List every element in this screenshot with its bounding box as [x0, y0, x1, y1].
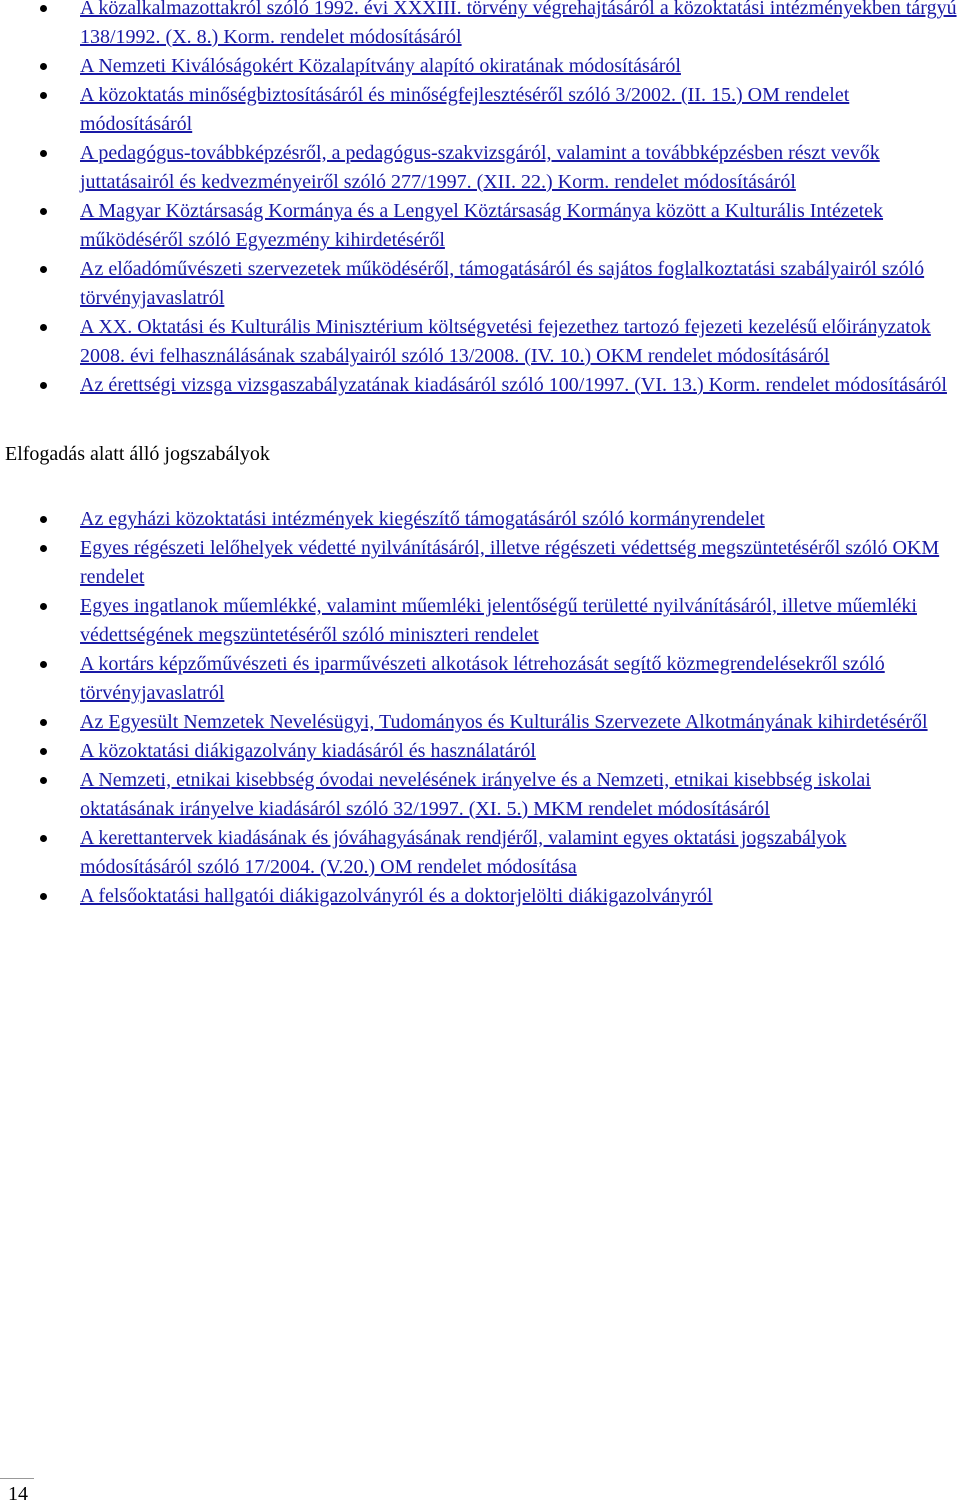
legislation-link[interactable]: A felsőoktatási hallgatói diákigazolványról és a doktorjelölti diákigazolványról [80, 885, 713, 907]
list-item [0, 197, 960, 255]
legislation-link[interactable]: A pedagógus-továbbképzésről, a pedagógus-szakvizsgáról, valamint a továbbképzésben részt vevők juttatásairól és kedvezményeiről szóló 277/1997. (XII. 22.) Korm. rendelet módosításáról [80, 142, 880, 193]
legislation-link[interactable]: Az érettségi vizsga vizsgaszabályzatának kiadásáról szóló 100/1997. (VI. 13.) Korm. rendelet módosításáról [80, 374, 947, 396]
passed-legislation-list [0, 0, 960, 400]
legislation-link[interactable]: A XX. Oktatási és Kulturális Minisztérium költségvetési fejezethez tartozó fejezeti kezelésű előirányzatok 2008. évi felhasználásának szabályairól szóló 13/2008. (IV. 10.) OKM rendelet módosításáról [80, 316, 931, 367]
list-item [0, 52, 960, 81]
list-item [0, 505, 960, 534]
legislation-link[interactable]: A Nemzeti Kiválóságokért Közalapítvány alapító okiratának módosításáról [80, 55, 681, 77]
legislation-link[interactable]: Az Egyesült Nemzetek Nevelésügyi, Tudományos és Kulturális Szervezete Alkotmányának kihirdetéséről [80, 711, 928, 733]
legislation-link[interactable]: Egyes régészeti lelőhelyek védetté nyilvánításáról, illetve régészeti védettség megszüntetéséről szóló OKM rendelet [80, 537, 940, 588]
list-item [0, 592, 960, 650]
list-item [0, 737, 960, 766]
legislation-link[interactable]: A közoktatási diákigazolvány kiadásáról és használatáról [80, 740, 536, 762]
list-item [0, 371, 960, 400]
legislation-link[interactable]: A kerettantervek kiadásának és jóváhagyásának rendjéről, valamint egyes oktatási jogszabályok módosításáról szóló 17/2004. (V.20.) OM rendelet módosítása [80, 827, 847, 878]
list-item [0, 81, 960, 139]
section-heading: Elfogadás alatt álló jogszabályok [5, 443, 270, 465]
legislation-link[interactable]: A Magyar Köztársaság Kormánya és a Lengyel Köztársaság Kormánya között a Kulturális Intézetek működéséről szóló Egyezmény kihirdetéséről [80, 200, 884, 251]
footer-divider [0, 1478, 34, 1479]
legislation-link[interactable]: Az egyházi közoktatási intézmények kiegészítő támogatásáról szóló kormányrendelet [80, 508, 765, 530]
legislation-link[interactable]: Egyes ingatlanok műemlékké, valamint műemléki jelentőségű területté nyilvánításáról, illetve műemléki védettségének megszüntetéséről szóló miniszteri rendelet [80, 595, 917, 646]
legislation-link[interactable]: A közalkalmazottakról szóló 1992. évi XXXIII. törvény végrehajtásáról a közoktatási intézményekben tárgyú 138/1992. (X. 8.) Korm. rendelet módosításáról [80, 0, 957, 48]
list-item [0, 650, 960, 708]
list-item [0, 0, 960, 52]
legislation-link[interactable]: A közoktatás minőségbiztosításáról és minőségfejlesztéséről szóló 3/2002. (II. 15.) OM rendelet módosításáról [80, 84, 850, 135]
legislation-link[interactable]: Az előadóművészeti szervezetek működéséről, támogatásáról és sajátos foglalkoztatási szabályairól szóló törvényjavaslatról [80, 258, 925, 309]
list-item [0, 708, 960, 737]
legislation-link[interactable]: A Nemzeti, etnikai kisebbség óvodai nevelésének irányelve és a Nemzeti, etnikai kisebbség iskolai oktatásának irányelve kiadásáról szóló 32/1997. (XI. 5.) MKM rendelet módosításáról [80, 769, 871, 820]
list-item [0, 313, 960, 371]
list-item [0, 882, 960, 911]
legislation-link[interactable]: A kortárs képzőművészeti és iparművészeti alkotások létrehozását segítő közmegrendelésekről szóló törvényjavaslatról [80, 653, 885, 704]
pending-legislation-list [0, 505, 960, 911]
list-item [0, 255, 960, 313]
list-item [0, 766, 960, 824]
page-number: 14 [8, 1483, 28, 1505]
list-item [0, 824, 960, 882]
list-item [0, 139, 960, 197]
list-item [0, 534, 960, 592]
